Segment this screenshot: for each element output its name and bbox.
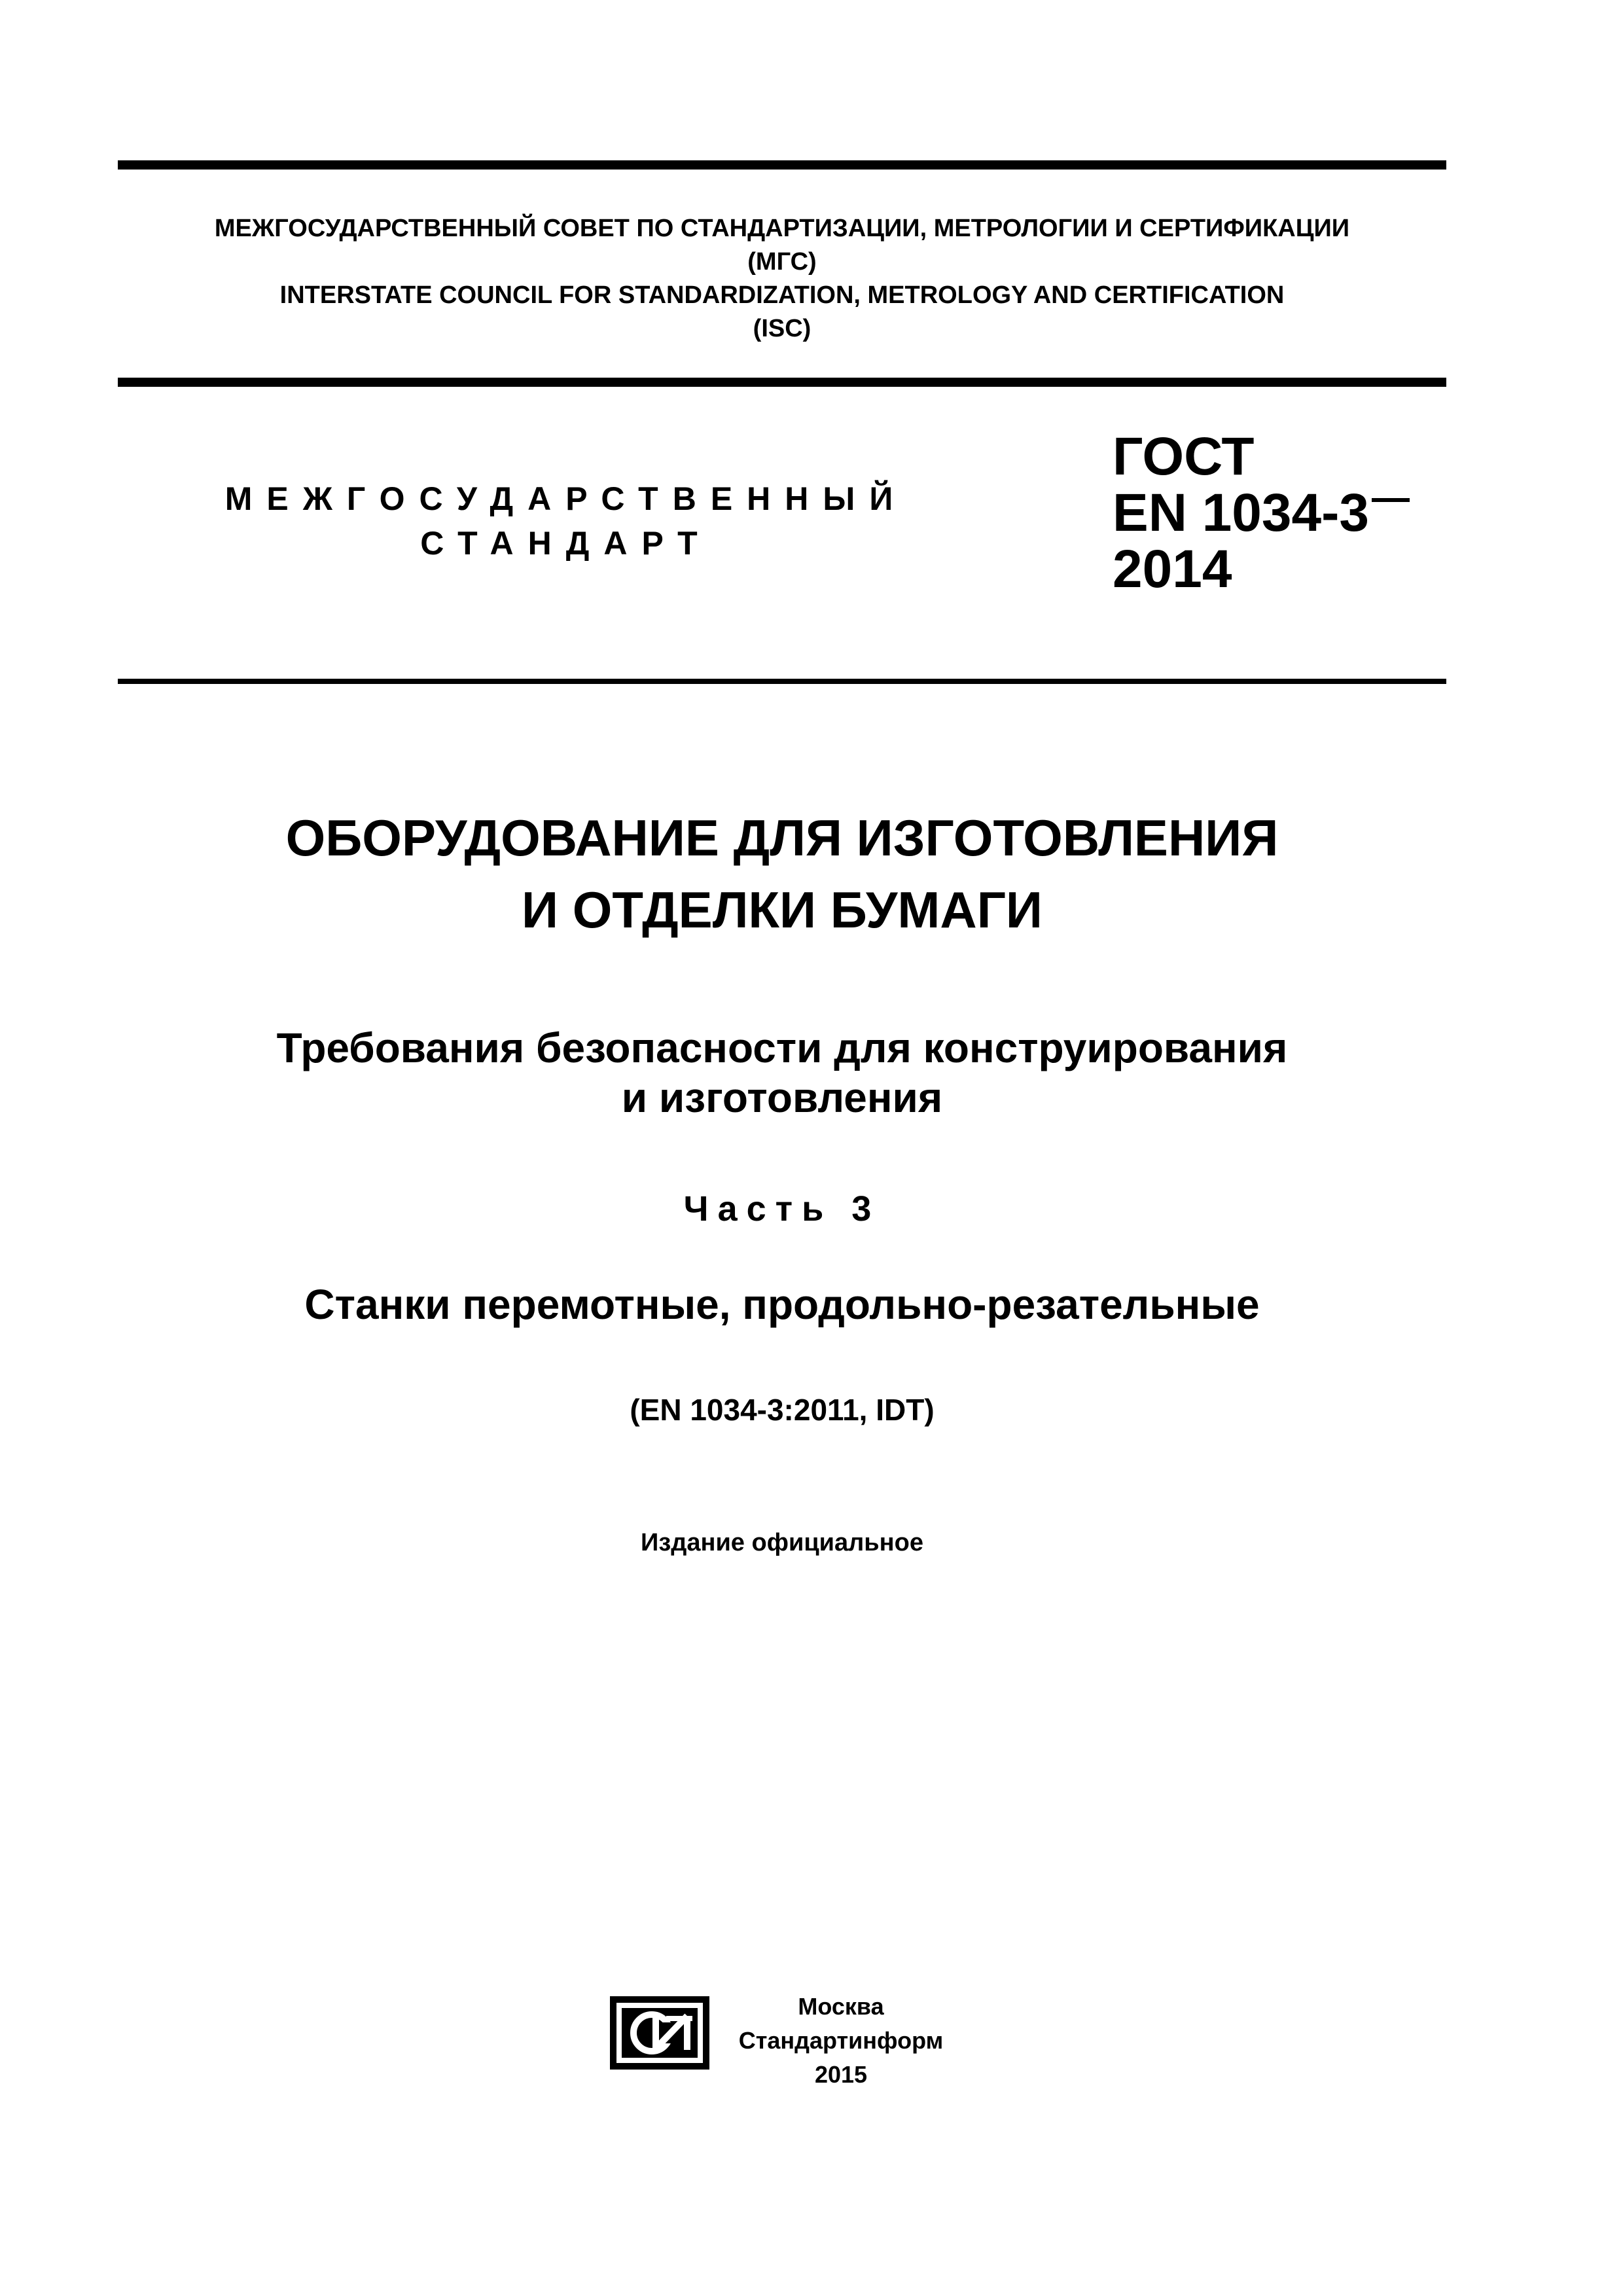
standartinform-logo-icon: [610, 1996, 709, 2070]
top-rule: [118, 160, 1446, 170]
designation-number-line: [1113, 485, 1410, 541]
publisher-city: Москва: [798, 1993, 884, 2020]
middle-rule: [118, 378, 1446, 387]
publisher-year: 2015: [814, 2061, 868, 2088]
title-line1: ОБОРУДОВАНИЕ ДЛЯ ИЗГОТОВЛЕНИЯ: [285, 809, 1279, 867]
en-reference: (EN 1034-3:2011, IDT): [630, 1393, 935, 1427]
subtitle-line2: и изготовления: [621, 1074, 943, 1121]
council-name-ru: МЕЖГОСУДАРСТВЕННЫЙ СОВЕТ ПО СТАНДАРТИЗАЦИИ, МЕТРОЛОГИИ И СЕРТИФИКАЦИИ: [214, 215, 1350, 242]
part-number: Часть 3: [683, 1189, 881, 1229]
designation-number: EN 1034-3: [1113, 483, 1370, 543]
council-abbr-ru: (МГС): [747, 248, 817, 276]
designation-dash: [1372, 498, 1410, 502]
part-title: Станки перемотные, продольно-резательные: [304, 1281, 1260, 1328]
subtitle-line1: Требования безопасности для конструирования: [276, 1024, 1288, 1071]
council-header: [118, 212, 1446, 346]
designation-year: 2014: [1113, 539, 1232, 599]
standard-type: [216, 476, 916, 565]
standard-type-line2: СТАНДАРТ: [420, 525, 712, 562]
council-name-en: INTERSTATE COUNCIL FOR STANDARDIZATION, METROLOGY AND CERTIFICATION: [279, 281, 1285, 309]
document-title: [118, 802, 1446, 946]
designation-prefix: ГОСТ: [1113, 427, 1255, 486]
bottom-rule: [118, 679, 1446, 684]
title-line2: И ОТДЕЛКИ БУМАГИ: [522, 881, 1043, 939]
document-subtitle: [118, 1023, 1446, 1122]
publisher-name: Стандартинформ: [738, 2027, 944, 2054]
publisher-block: [733, 1990, 949, 2092]
council-abbr-en: (ISC): [753, 315, 812, 342]
standard-type-line1: МЕЖГОСУДАРСТВЕННЫЙ: [224, 480, 908, 517]
standard-designation: [1113, 429, 1410, 598]
edition-label: Издание официальное: [641, 1529, 923, 1556]
